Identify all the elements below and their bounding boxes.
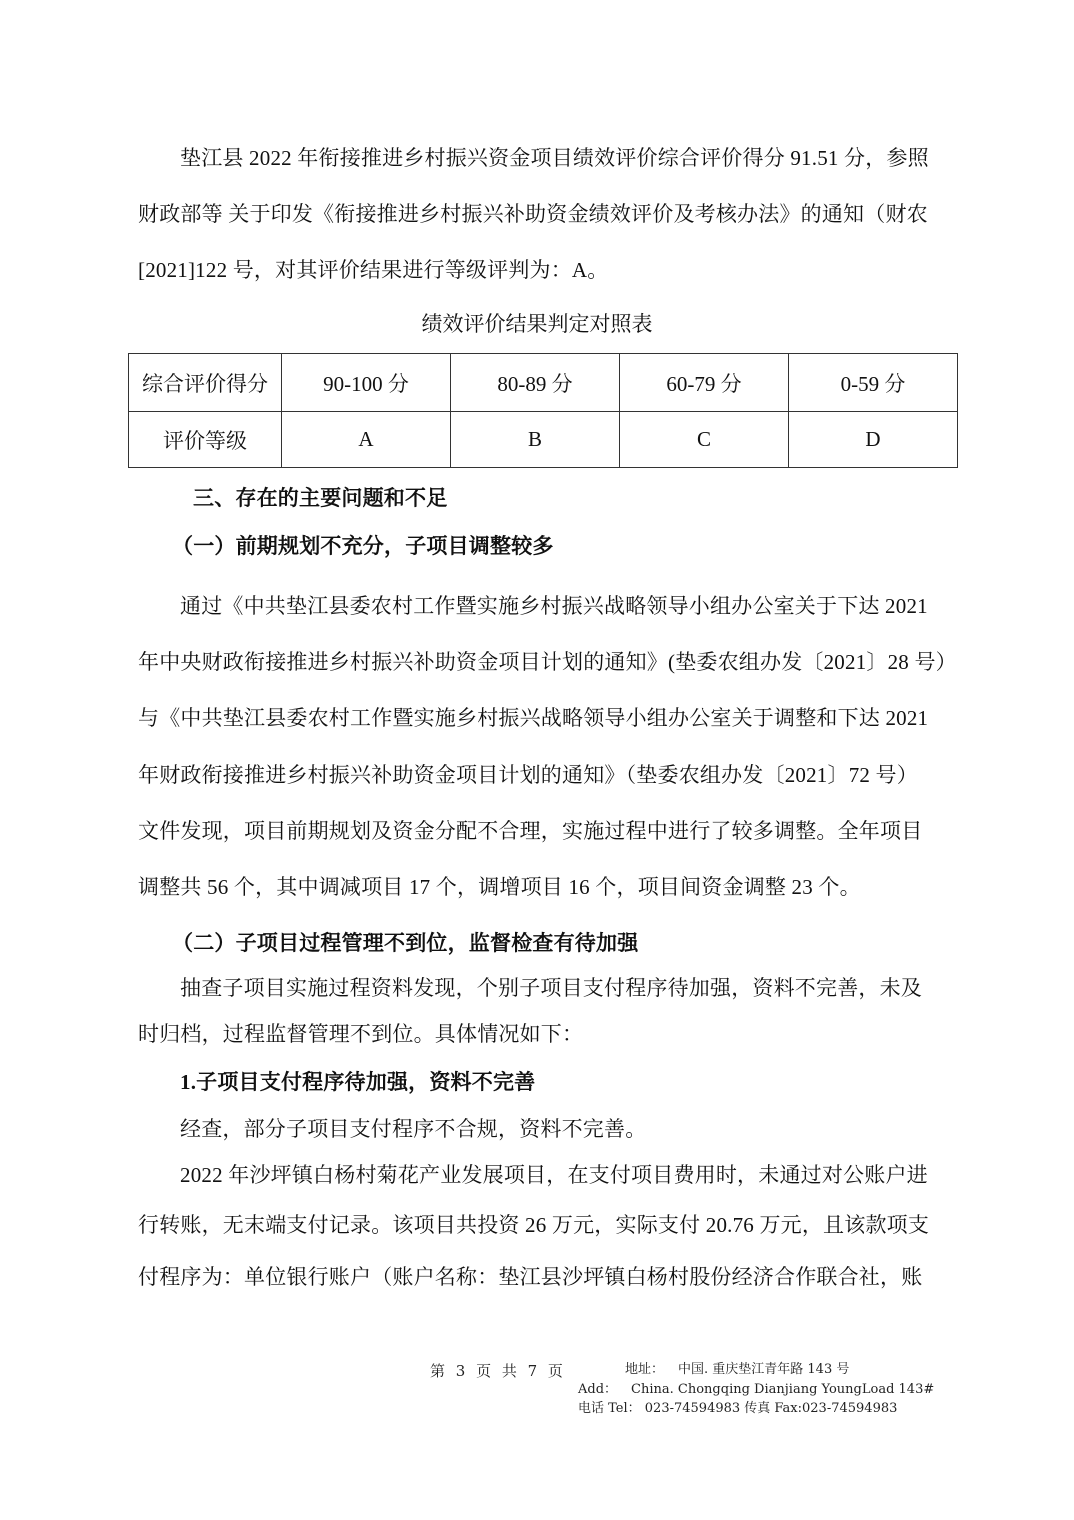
table-row bbox=[129, 354, 958, 412]
footer-phone: 电话 Tel： 023-74594983 传真 Fax:023-74594983 bbox=[578, 1401, 898, 1416]
table-cell: B bbox=[451, 412, 620, 468]
footer-address-cn bbox=[625, 1361, 849, 1379]
paragraph-line: 2022 年沙坪镇白杨村菊花产业发展项目，在支付项目费用时，未通过对公账户进 bbox=[180, 1163, 928, 1187]
subsection-heading: （一）前期规划不充分，子项目调整较多 bbox=[172, 534, 554, 558]
table-cell: D bbox=[789, 412, 958, 468]
paragraph-line: 抽查子项目实施过程资料发现，个别子项目支付程序待加强，资料不完善，未及 bbox=[180, 976, 922, 1000]
paragraph-line: 财政部等 关于印发《衔接推进乡村振兴补助资金绩效评价及考核办法》的通知（财农 bbox=[138, 202, 928, 226]
subsection-heading: （二）子项目过程管理不到位，监督检查有待加强 bbox=[172, 931, 639, 955]
paragraph-line: [2021]122 号，对其评价结果进行等级评判为：A。 bbox=[138, 258, 609, 282]
table-row bbox=[129, 412, 958, 468]
paragraph-line: 垫江县 2022 年衔接推进乡村振兴资金项目绩效评价综合评价得分 91.51 分，参照 bbox=[180, 146, 929, 170]
table-cell: 0-59 分 bbox=[789, 354, 958, 412]
address-cn: 中国. 重庆垫江青年路 143 号 bbox=[678, 1362, 850, 1377]
grade-table bbox=[128, 353, 958, 468]
paragraph-line: 经查，部分子项目支付程序不合规，资料不完善。 bbox=[180, 1117, 647, 1141]
section-heading: 三、存在的主要问题和不足 bbox=[193, 486, 448, 510]
paragraph-line: 年中央财政衔接推进乡村振兴补助资金项目计划的通知》(垫委农组办发〔2021〕28 号） bbox=[138, 650, 957, 674]
table-cell: 评价等级 bbox=[129, 412, 282, 468]
point-heading: 1.子项目支付程序待加强，资料不完善 bbox=[180, 1070, 536, 1094]
table-cell: 60-79 分 bbox=[620, 354, 789, 412]
paragraph-line: 付程序为：单位银行账户（账户名称：垫江县沙坪镇白杨村股份经济合作联合社，账 bbox=[138, 1265, 923, 1289]
paragraph-line: 与《中共垫江县委农村工作暨实施乡村振兴战略领导小组办公室关于调整和下达 2021 bbox=[138, 706, 929, 730]
paragraph-line: 时归档，过程监督管理不到位。具体情况如下： bbox=[138, 1022, 584, 1046]
table-cell: 90-100 分 bbox=[282, 354, 451, 412]
table-cell: C bbox=[620, 412, 789, 468]
table-cell: A bbox=[282, 412, 451, 468]
table-cell: 80-89 分 bbox=[451, 354, 620, 412]
table-cell: 综合评价得分 bbox=[129, 354, 282, 412]
paragraph-line: 文件发现，项目前期规划及资金分配不合理，实施过程中进行了较多调整。全年项目 bbox=[138, 819, 923, 843]
paragraph-line: 通过《中共垫江县委农村工作暨实施乡村振兴战略领导小组办公室关于下达 2021 bbox=[180, 594, 928, 618]
footer-address-en bbox=[578, 1381, 934, 1399]
address-en: China. Chongqing Dianjiang YoungLoad 143# bbox=[631, 1382, 935, 1397]
address-cn-label: 地址： bbox=[625, 1362, 665, 1377]
paragraph-line: 年财政衔接推进乡村振兴补助资金项目计划的通知》（垫委农组办发〔2021〕72 号） bbox=[138, 763, 918, 787]
address-en-label: Add： bbox=[578, 1382, 618, 1397]
paragraph-line: 行转账，无末端支付记录。该项目共投资 26 万元，实际支付 20.76 万元，且该款项支 bbox=[138, 1213, 930, 1237]
page-number: 第 3 页 共 7 页 bbox=[430, 1362, 566, 1380]
table-caption: 绩效评价结果判定对照表 bbox=[421, 312, 653, 336]
paragraph-line: 调整共 56 个，其中调减项目 17 个，调增项目 16 个，项目间资金调整 23 个。 bbox=[138, 875, 861, 899]
